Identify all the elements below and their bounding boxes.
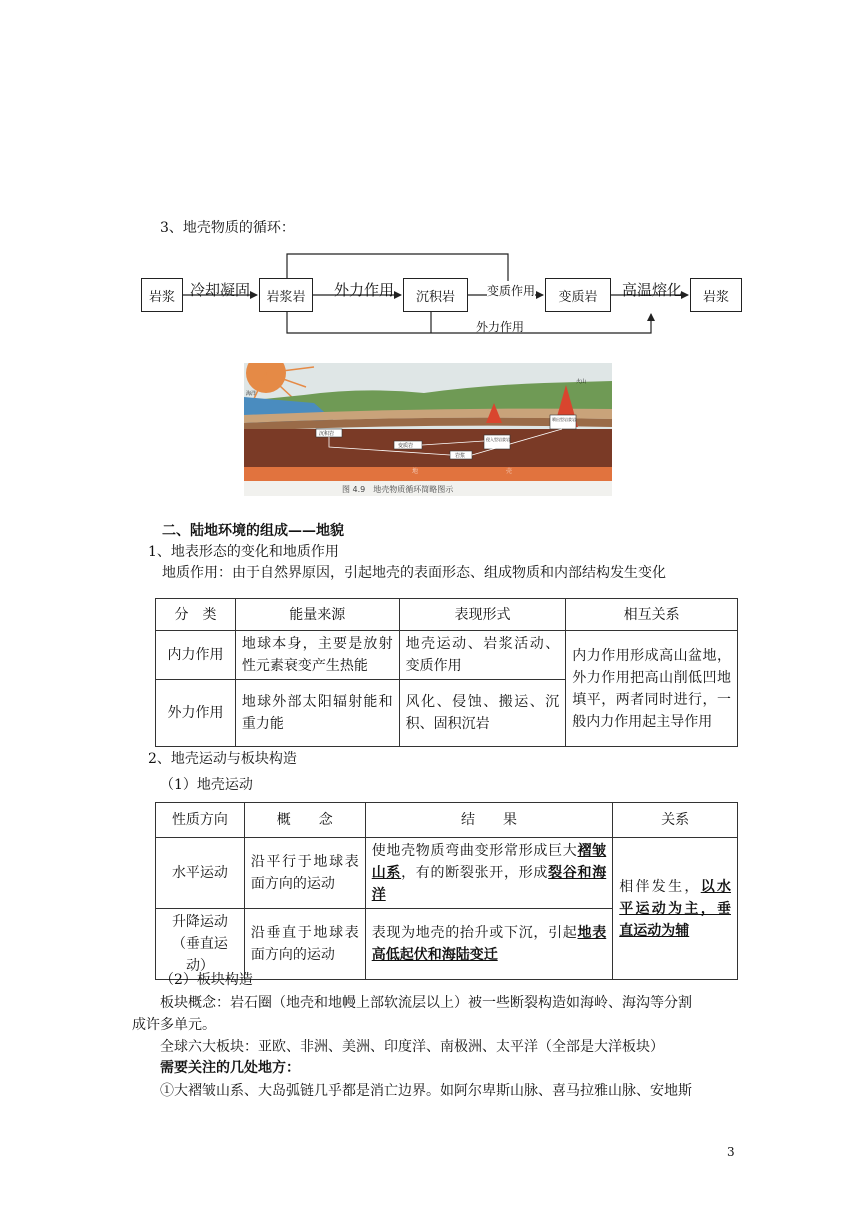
geologic-definition: 地质作用：由于自然界原因，引起地壳的表面形态、组成物质和内部结构发生变化 — [162, 565, 666, 581]
table-cell-result — [365, 838, 613, 909]
figure-label-intrusive: 侵入型岩浆岩 — [486, 437, 510, 442]
plate-concept-line-1: 板块概念：岩石圈（地壳和地幔上部软流层以上）被一些断裂构造如海岭、海沟等分割 — [160, 995, 692, 1011]
figure-label-volcano: 火山 — [576, 379, 587, 385]
result-emphasis: 褶皱山系 — [371, 843, 607, 881]
figure-label-qiao: 壳 — [506, 468, 513, 475]
flow-box-igneous: 岩浆岩 — [259, 278, 313, 312]
result-emphasis: 地表高低起伏和海陆变迁 — [371, 925, 607, 963]
figure-label-sedimentary: 沉积岩 — [319, 431, 335, 437]
flow-label-external-force-bottom: 外力作用 — [476, 320, 525, 334]
flow-box-metamorphic: 变质岩 — [545, 278, 611, 312]
relation-text: 相伴发生， — [619, 878, 701, 895]
table-cell-type: 水平运动 — [156, 838, 245, 909]
figure-label-metamorphic: 变质岩 — [398, 443, 414, 449]
rock-cycle-figure — [244, 363, 612, 496]
subsection-title-2: 2、地壳运动与板块构造 — [148, 751, 297, 767]
crustal-movement-table — [155, 802, 738, 980]
table-row — [156, 838, 738, 909]
relation-emphasis: 以水平运动为主，垂直运动为辅 — [619, 878, 732, 939]
table-header-cell: 性质方向 — [156, 803, 245, 838]
figure-label-extrusive: 喷出型岩浆岩 — [552, 417, 576, 422]
flow-label-external-force-top: 外力作用 — [334, 281, 395, 299]
six-plates: 全球六大板块：亚欧、非洲、美洲、印度洋、南极洲、太平洋（全部是大洋板块） — [160, 1039, 664, 1055]
figure-illustration — [244, 363, 612, 496]
table-header-cell: 关系 — [613, 803, 738, 838]
attention-heading: 需要关注的几处地方： — [160, 1060, 300, 1076]
plate-concept-line-2: 成许多单元。 — [132, 1017, 216, 1033]
table-row — [156, 631, 738, 680]
table-cell-energy: 地球外部太阳辐射能和重力能 — [235, 680, 399, 747]
table-cell-concept: 沿垂直于地球表面方向的运动 — [244, 909, 365, 980]
flow-box-magma-right: 岩浆 — [690, 278, 742, 312]
page-number: 3 — [727, 1145, 735, 1159]
figure-caption: 图 4.9 地壳物质循环简略图示 — [342, 485, 454, 494]
subsection-title-1: 1、地表形态的变化和地质作用 — [148, 544, 339, 560]
table-header-cell: 能量来源 — [235, 599, 399, 631]
section-title: 二、陆地环境的组成——地貌 — [162, 523, 344, 539]
figure-label-di: 地 — [412, 468, 419, 475]
table-cell-form: 风化、侵蚀、搬运、沉积、固积沉岩 — [399, 680, 566, 747]
table-header-row — [156, 599, 738, 631]
table-cell-relation — [613, 838, 738, 980]
table-cell-form: 地壳运动、岩浆活动、变质作用 — [399, 631, 566, 680]
result-text: 使地壳物质弯曲变形常形成巨大 — [371, 843, 578, 859]
table-cell-relation: 内力作用形成高山盆地，外力作用把高山削低凹地填平，两者同时进行，一般内力作用起主导作用 — [566, 631, 738, 747]
table-cell-concept: 沿平行于地球表面方向的运动 — [244, 838, 365, 909]
table-cell-result — [365, 909, 613, 980]
result-emphasis: 裂谷和海洋 — [371, 865, 607, 903]
table-header-cell: 分 类 — [156, 599, 236, 631]
subsection-title-2-1: （1）地壳运动 — [160, 777, 253, 793]
table-cell-type: 外力作用 — [156, 680, 236, 747]
table-header-cell: 表现形式 — [399, 599, 566, 631]
figure-label-ocean: 海洋 — [246, 391, 257, 397]
table-cell-type: 升降运动（垂直运动） — [156, 909, 245, 980]
table-cell-type: 内力作用 — [156, 631, 236, 680]
table-cell-energy: 地球本身，主要是放射性元素衰变产生热能 — [235, 631, 399, 680]
subsection-title-2-2: （2）板块构造 — [160, 972, 253, 988]
flow-box-sedimentary: 沉积岩 — [403, 278, 468, 312]
flow-label-high-temp-melting: 高温熔化 — [622, 281, 683, 299]
section-heading: 3、地壳物质的循环： — [160, 220, 295, 236]
flow-label-metamorphism: 变质作用 — [487, 284, 536, 298]
result-text: 表现为地壳的抬升或下沉，引起 — [371, 925, 578, 941]
table-header-row — [156, 803, 738, 838]
table-header-cell: 相互关系 — [566, 599, 738, 631]
geologic-process-table — [155, 598, 738, 747]
table-header-cell: 结 果 — [365, 803, 613, 838]
table-header-cell: 概 念 — [244, 803, 365, 838]
figure-label-magma: 岩浆 — [455, 453, 466, 459]
result-text: ，有的断裂张开，形成 — [401, 865, 549, 881]
point-1: ①大褶皱山系、大岛弧链几乎都是消亡边界。如阿尔卑斯山脉、喜马拉雅山脉、安地斯 — [160, 1083, 692, 1099]
flow-label-cooling: 冷却凝固 — [190, 281, 251, 299]
flow-box-magma-left: 岩浆 — [141, 278, 183, 312]
